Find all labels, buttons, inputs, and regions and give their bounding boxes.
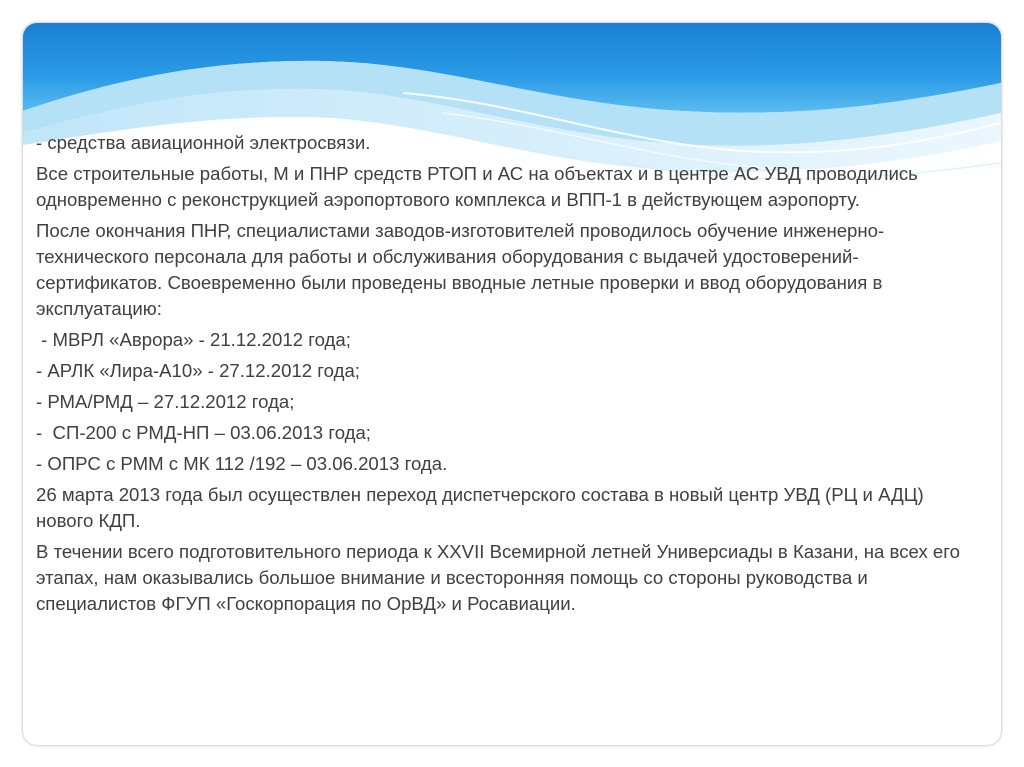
list-item: - СП-200 с РМД-НП – 03.06.2013 года;	[36, 422, 371, 443]
paragraph: После окончания ПНР, специалистами заводов-изготовителей проводилось обучение инженерно-технического персонала для работы и обслуживания оборудования с выдачей удостоверений-сертификатов. Своевременно были проведены вводные летные проверки и ввод оборудования в эксплуатацию:	[36, 220, 885, 319]
slide-body	[36, 130, 966, 622]
paragraph: В течении всего подготовительного периода к XXVII Всемирной летней Универсиады в Казани, на всех его этапах, нам оказывались большое внимание и всесторонняя помощь со стороны руководства и специалистов ФГУП «Госкорпорация по ОрВД» и Росавиации.	[36, 541, 960, 614]
list-item: - РМА/РМД – 27.12.2012 года;	[36, 391, 295, 412]
list-item: - АРЛК «Лира-А10» - 27.12.2012 года;	[36, 360, 360, 381]
paragraph: - средства авиационной электросвязи.	[36, 132, 371, 153]
slide	[23, 23, 1001, 745]
list-item: - ОПРС с РММ с МК 112 /192 – 03.06.2013 года.	[36, 453, 448, 474]
list-item: - МВРЛ «Аврора» - 21.12.2012 года;	[36, 329, 351, 350]
paragraph: Все строительные работы, М и ПНР средств РТОП и АС на объектах и в центре АС УВД проводились одновременно с реконструкцией аэропортового комплекса и ВПП-1 в действующем аэропорту.	[36, 163, 918, 210]
paragraph: 26 марта 2013 года был осуществлен переход диспетчерского состава в новый центр УВД (РЦ и АДЦ) нового КДП.	[36, 484, 924, 531]
